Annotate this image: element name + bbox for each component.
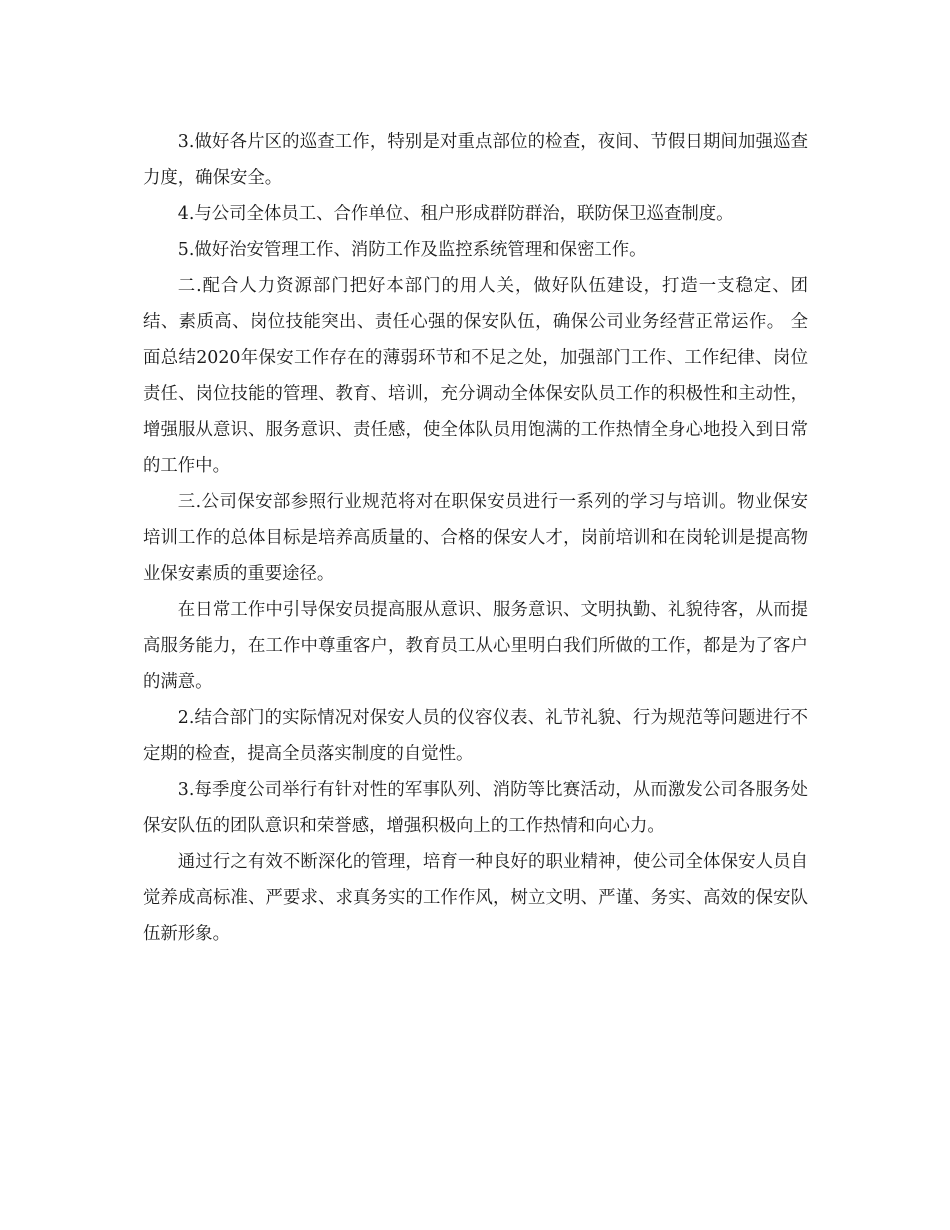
paragraph-inspection: 2.结合部门的实际情况对保安人员的仪容仪表、礼节礼貌、行为规范等问题进行不定期的检查，提高全员落实制度的自觉性。 — [143, 708, 808, 764]
paragraph-service-awareness: 在日常工作中引导保安员提高服从意识、服务意识、文明执勤、礼貌待客，从而提高服务能力，在工作中尊重客户，教育员工从心里明白我们所做的工作，都是为了客户的满意。 — [143, 600, 808, 692]
paragraph-team-building: 二.配合人力资源部门把好本部门的用人关，做好队伍建设，打造一支稳定、团结、素质高、岗位技能突出、责任心强的保安队伍，确保公司业务经营正常运作。 全面总结2020年保安工作存在的薄弱环节和不足之处，加强部门工作、工作纪律、岗位责任、岗位技能的管理、教育、培训，充分调动全体保安队员工作的积极性和主动性，增强服从意识、服务意识、责任感，使全体队员用饱满的工作热情全身心地投入到日常的工作中。 — [143, 276, 808, 476]
paragraph-security-management: 5.做好治安管理工作、消防工作及监控系统管理和保密工作。 — [177, 240, 647, 260]
paragraph-joint-defense: 4.与公司全体员工、合作单位、租户形成群防群治，联防保卫巡查制度。 — [177, 204, 734, 224]
paragraph-conclusion: 通过行之有效不断深化的管理，培育一种良好的职业精神，使公司全体保安人员自觉养成高标准、严要求、求真务实的工作作风，树立文明、严谨、务实、高效的保安队伍新形象。 — [143, 852, 808, 944]
paragraph-training: 三.公司保安部参照行业规范将对在职保安员进行一系列的学习与培训。物业保安培训工作的总体目标是培养高质量的、合格的保安人才，岗前培训和在岗轮训是提高物业保安素质的重要途径。 — [143, 492, 808, 584]
paragraph-competitions: 3.每季度公司举行有针对性的军事队列、消防等比赛活动，从而激发公司各服务处保安队伍的团队意识和荣誉感，增强积极向上的工作热情和向心力。 — [143, 780, 808, 836]
document-body — [143, 124, 808, 952]
paragraph-patrol: 3.做好各片区的巡查工作，特别是对重点部位的检查，夜间、节假日期间加强巡查力度，确保安全。 — [143, 132, 808, 188]
